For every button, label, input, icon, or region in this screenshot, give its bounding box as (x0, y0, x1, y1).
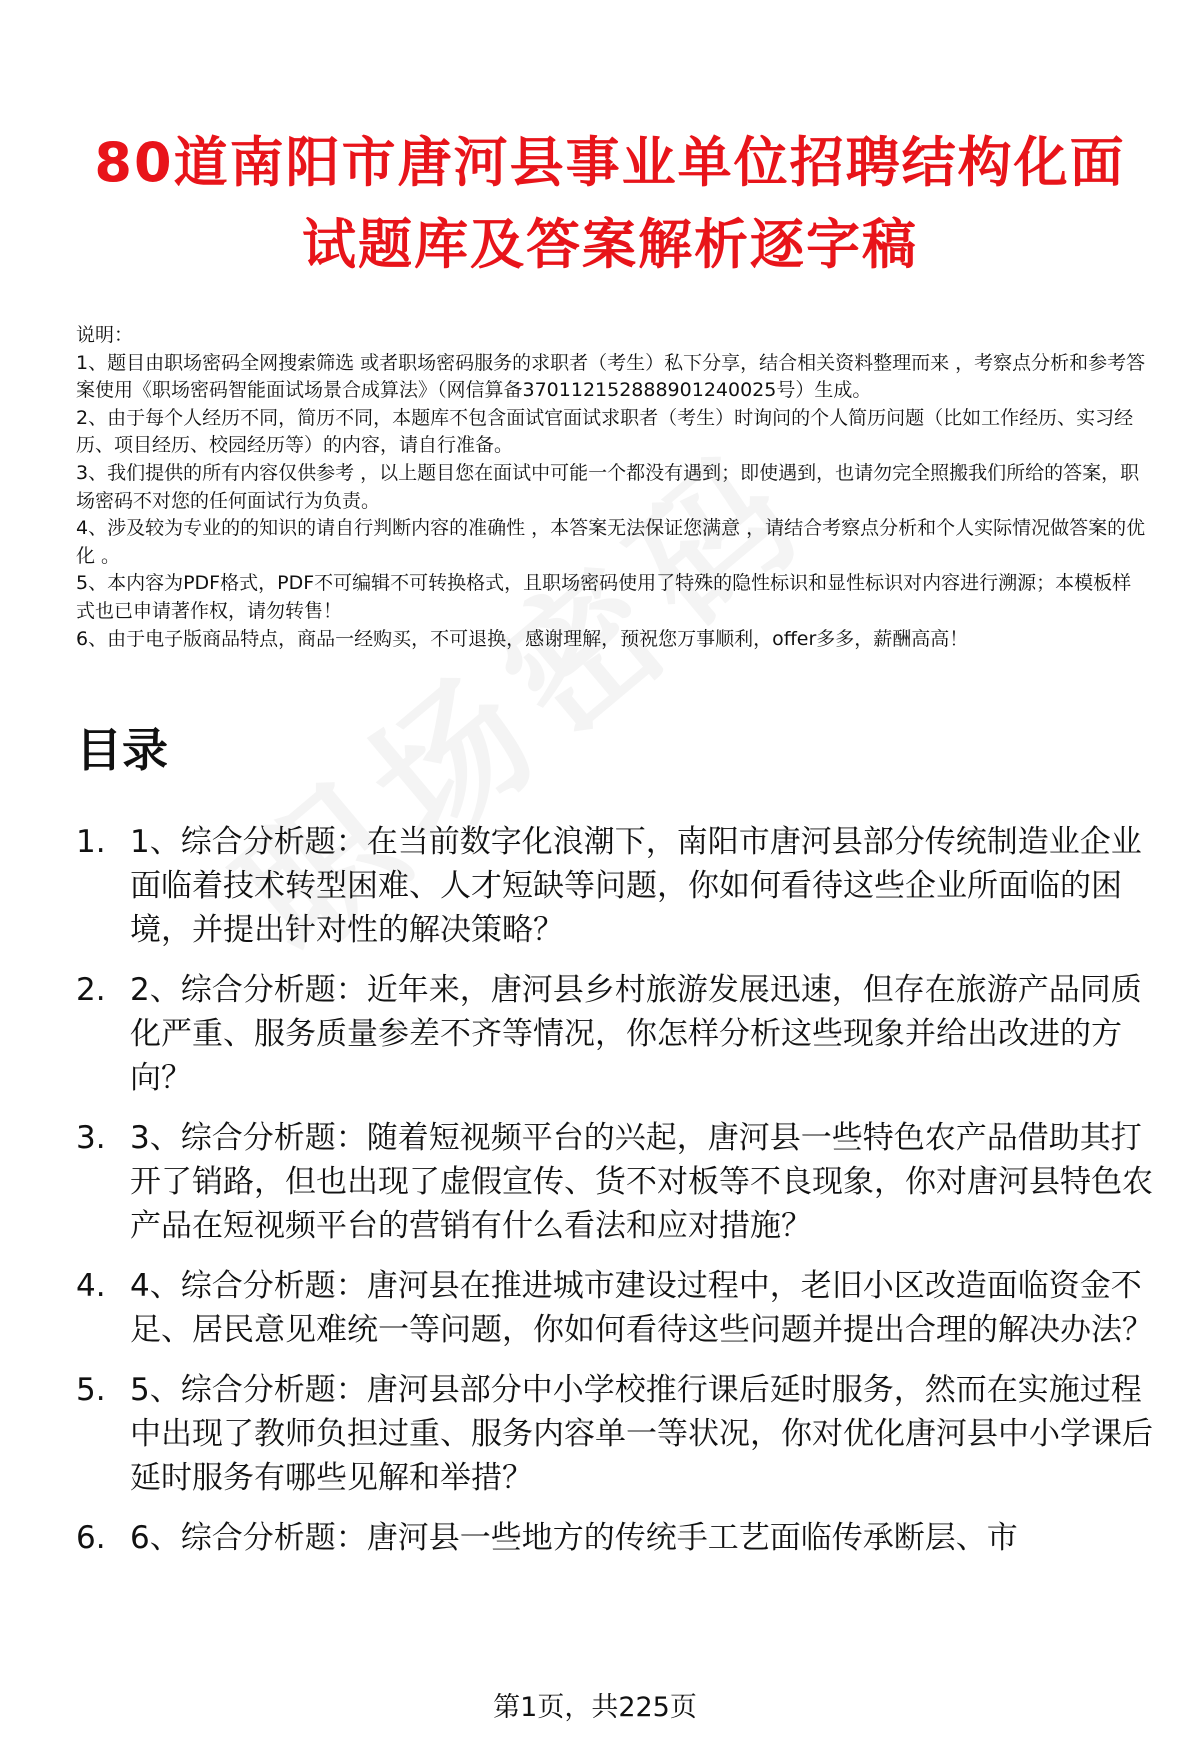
toc-list (76, 820, 1166, 1576)
toc-item[interactable] (76, 1264, 1166, 1352)
note-item: 6、由于电子版商品特点，商品一经购买，不可退换，感谢理解，预祝您万事顺利，offer多多，薪酬高高！ (76, 627, 969, 650)
note-item: 1、题目由职场密码全网搜索筛选 或者职场密码服务的求职者（考生）私下分享，结合相关资料整理而来 ，考察点分析和参考答案使用《职场密码智能面试场景合成算法》（网信算备370112152888901240025号）生成。 (76, 351, 1146, 402)
note-item: 3、我们提供的所有内容仅供参考 ，以上题目您在面试中可能一个都没有遇到；即使遇到，也请勿完全照搬我们所给的答案，职场密码不对您的任何面试行为负责。 (76, 461, 1140, 512)
toc-item-text[interactable]: 2、综合分析题：近年来，唐河县乡村旅游发展迅速，但存在旅游产品同质化严重、服务质量参差不齐等情况，你怎样分析这些现象并给出改进的方向？ (130, 972, 1142, 1096)
note-item: 5、本内容为PDF格式，PDF不可编辑不可转换格式，且职场密码使用了特殊的隐性标识和显性标识对内容进行溯源；本模板样式也已申请著作权，请勿转售！ (76, 572, 1132, 622)
toc-item[interactable] (76, 1116, 1166, 1248)
toc-item[interactable] (76, 1368, 1166, 1500)
toc-item-text[interactable]: 4、综合分析题：唐河县在推进城市建设过程中，老旧小区改造面临资金不足、居民意见难统一等问题，你如何看待这些问题并提出合理的解决办法？ (130, 1268, 1153, 1348)
toc-item-number: 5. (76, 1372, 106, 1408)
toc-item-text[interactable]: 3、综合分析题：随着短视频平台的兴起，唐河县一些特色农产品借助其打开了销路，但也出现了虚假宣传、货不对板等不良现象，你对唐河县特色农产品在短视频平台的营销有什么看法和应对措施？ (130, 1120, 1153, 1244)
document-title: 80道南阳市唐河县事业单位招聘结构化面试题库及答案解析逐字稿 (94, 131, 1126, 276)
toc-item-number: 2. (76, 972, 106, 1008)
page-number-footer: 第1页，共225页 (493, 1692, 697, 1723)
toc-item-number: 4. (76, 1268, 106, 1304)
toc-item-text[interactable]: 1、综合分析题：在当前数字化浪潮下，南阳市唐河县部分传统制造业企业面临着技术转型困难、人才短缺等问题，你如何看待这些企业所面临的困境，并提出针对性的解决策略？ (130, 824, 1142, 948)
toc-item-number: 6. (76, 1520, 106, 1556)
note-item: 4、涉及较为专业的的知识的请自行判断内容的准确性 ，本答案无法保证您满意 ，请结合考察点分析和个人实际情况做答案的优化 。 (76, 517, 1146, 567)
toc-item[interactable] (76, 1516, 1166, 1560)
notes-heading: 说明： (76, 324, 134, 346)
notes-block (76, 322, 1148, 653)
toc-item[interactable] (76, 820, 1166, 952)
toc-item-text[interactable]: 5、综合分析题：唐河县部分中小学校推行课后延时服务，然而在实施过程中出现了教师负担过重、服务内容单一等状况，你对优化唐河县中小学课后延时服务有哪些见解和举措？ (130, 1372, 1153, 1496)
toc-item-number: 3. (76, 1120, 106, 1156)
toc-heading: 目录 (76, 723, 168, 777)
toc-item[interactable] (76, 968, 1166, 1100)
toc-item-text[interactable]: 6、综合分析题：唐河县一些地方的传统手工艺面临传承断层、市 (130, 1520, 1018, 1556)
toc-item-number: 1. (76, 824, 106, 860)
note-item: 2、由于每个人经历不同，简历不同，本题库不包含面试官面试求职者（考生）时询问的个人简历问题（比如工作经历、实习经历、项目经历、校园经历等）的内容，请自行准备。 (76, 406, 1134, 457)
